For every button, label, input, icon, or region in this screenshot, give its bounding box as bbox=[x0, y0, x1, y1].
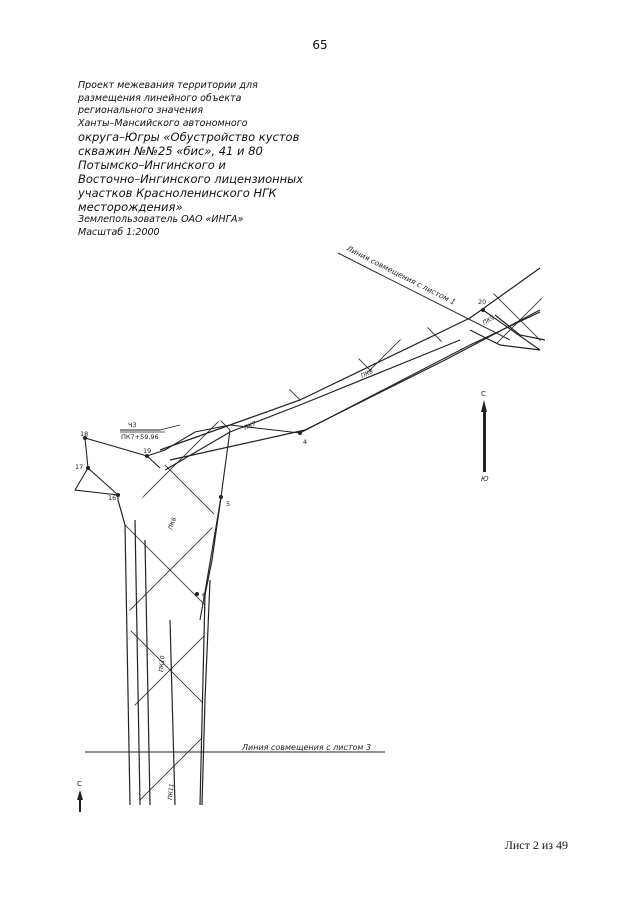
title-line: участков Красноленинского НГК bbox=[78, 186, 277, 201]
point-marker bbox=[298, 431, 302, 435]
north-label: С bbox=[481, 390, 486, 398]
match-line-bottom-label: Линия совмещения с листом 3 bbox=[242, 743, 372, 752]
point-label: 17 bbox=[75, 463, 84, 471]
sheet-footer: Лист 2 из 49 bbox=[504, 838, 568, 852]
point-label: 16 bbox=[108, 494, 117, 502]
title-line: Масштаб 1:2000 bbox=[78, 226, 160, 238]
match-line-bottom bbox=[85, 743, 385, 752]
title-line: скважин №№25 «бис», 41 и 80 bbox=[78, 144, 263, 159]
title-line: регионального значения bbox=[78, 105, 204, 117]
callout-label-top: Ч3 bbox=[128, 421, 137, 429]
point-marker bbox=[86, 466, 90, 470]
title-line: Потымско–Ингинского и bbox=[78, 158, 226, 173]
picket-callout bbox=[120, 421, 180, 441]
north-label: С bbox=[77, 780, 82, 788]
picket-label: ПК7 bbox=[242, 420, 258, 432]
plot-outline bbox=[75, 310, 540, 620]
picket-label: ПК6 bbox=[167, 516, 179, 531]
picket-label: ПК11 bbox=[167, 783, 176, 801]
corridor-boundary bbox=[118, 268, 545, 805]
point-marker bbox=[195, 592, 199, 596]
point-marker bbox=[481, 308, 485, 312]
north-arrow bbox=[481, 390, 489, 483]
north-arrow-bottom bbox=[77, 780, 83, 812]
point-label: 4 bbox=[303, 438, 308, 446]
point-label: 19 bbox=[143, 447, 152, 455]
point-label: 5 bbox=[226, 500, 231, 508]
callout-label-bottom: ПК7+59,96 bbox=[121, 433, 159, 441]
title-line: размещения линейного объекта bbox=[78, 92, 242, 104]
title-line: округа–Югры «Обустройство кустов bbox=[78, 130, 300, 145]
point-marker bbox=[116, 493, 120, 497]
title-line: Проект межевания территории для bbox=[78, 80, 258, 91]
title-line: месторождения» bbox=[78, 200, 183, 215]
title-line: Землепользователь ОАО «ИНГА» bbox=[78, 214, 244, 226]
picket-label: ПК9 bbox=[481, 314, 496, 327]
south-label: Ю bbox=[481, 475, 489, 483]
point-label: 6 bbox=[202, 591, 207, 599]
point-marker bbox=[219, 495, 223, 499]
picket-label: ПК8 bbox=[359, 368, 375, 380]
page-number: 65 bbox=[312, 38, 328, 52]
point-label: 20 bbox=[478, 298, 487, 306]
point-labels bbox=[75, 298, 486, 599]
point-label: 18 bbox=[80, 430, 89, 438]
title-line: Ханты–Мансийского автономного bbox=[78, 117, 248, 129]
match-line-top-label: Линия совмещения с листом 1 bbox=[345, 243, 458, 307]
title-line: Восточно–Ингинского лицензионных bbox=[78, 172, 304, 187]
picket-label: ПК10 bbox=[158, 655, 167, 673]
